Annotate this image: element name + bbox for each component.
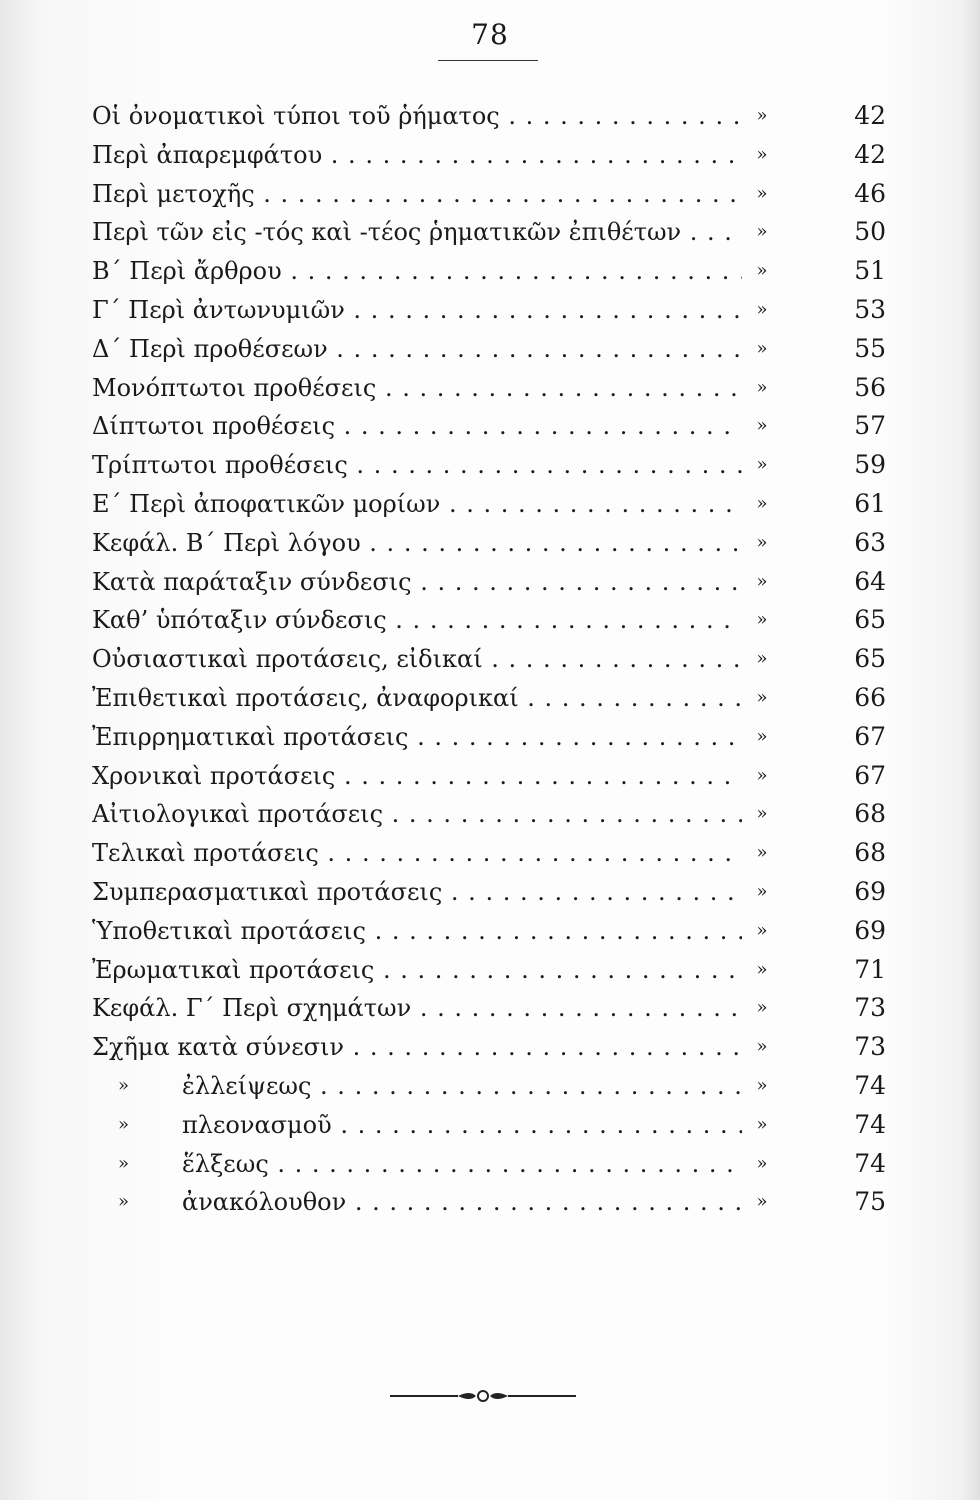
toc-entry (0, 1145, 980, 1184)
toc-entry (0, 1183, 980, 1222)
toc-entry-title: Περὶ μετοχῆς . . . (92, 175, 742, 214)
ditto-mark: » (756, 298, 768, 320)
toc-entry (0, 873, 980, 912)
ditto-prefix: » (118, 1074, 130, 1096)
toc-entry-title: Μονόπτωτοι προθέσεις . . . (92, 369, 742, 408)
ditto-mark: » (756, 454, 768, 476)
toc-entry-page: 68 (854, 838, 886, 868)
toc-entry-title: Δίπτωτοι προθέσεις . . . (92, 407, 742, 446)
toc-entry-page: 63 (854, 527, 886, 557)
toc-entry-title: ἕλξεως . . . (182, 1145, 742, 1184)
toc-entry-title: Β΄ Περὶ ἄρθρου . . . (92, 252, 742, 291)
toc-entry (0, 601, 980, 640)
toc-entry-title: Σχῆμα κατὰ σύνεσιν . . . (92, 1028, 742, 1067)
ditto-mark: » (756, 337, 768, 359)
toc-entry-page: 65 (854, 605, 886, 635)
toc-entry-page: 42 (854, 139, 886, 169)
toc-entry-title: Καθ’ ὑπόταξιν σύνδεσις . . . (92, 601, 742, 640)
toc-entry (0, 795, 980, 834)
toc-entry-page: 68 (854, 799, 886, 829)
toc-entry-page: 73 (854, 993, 886, 1023)
toc-entry-page: 69 (854, 915, 886, 945)
toc-entry-page: 65 (854, 644, 886, 674)
toc-entry-page: 53 (854, 294, 886, 324)
ditto-mark: » (756, 1152, 768, 1174)
toc-entry (0, 330, 980, 369)
ditto-mark: » (756, 1074, 768, 1096)
ditto-mark: » (756, 260, 768, 282)
end-ornament (388, 1386, 578, 1406)
toc-entry-title: Αἰτιολογικαὶ προτάσεις . . . (92, 795, 742, 834)
toc-entry-title: Χρονικαὶ προτάσεις . . . (92, 757, 742, 796)
toc-entry-title: Ἐρωματικαὶ προτάσεις . . . (92, 951, 742, 990)
ditto-mark: » (756, 725, 768, 747)
toc-entry-title: Δ΄ Περὶ προθέσεων . . . (92, 330, 742, 369)
toc-entry-page: 46 (854, 178, 886, 208)
toc-entry (0, 718, 980, 757)
toc-entry (0, 252, 980, 291)
ditto-mark: » (756, 648, 768, 670)
toc-entry-title: Κατὰ παράταξιν σύνδεσις . . . (92, 563, 742, 602)
toc-entry (0, 446, 980, 485)
toc-entry (0, 485, 980, 524)
toc-entry (0, 757, 980, 796)
ditto-prefix: » (118, 1152, 130, 1174)
toc-entry (0, 563, 980, 602)
toc-entry-title: Περὶ ἀπαρεμφάτου . . . (92, 136, 742, 175)
ditto-mark: » (756, 919, 768, 941)
toc-entry-page: 67 (854, 760, 886, 790)
page-number: 78 (471, 18, 509, 51)
toc-entry-title: Ἐπιρρηματικαὶ προτάσεις . . . (92, 718, 742, 757)
ditto-mark: » (756, 531, 768, 553)
toc-entry-title: Οὐσιαστικαὶ προτάσεις, εἰδικαί . . . (92, 640, 742, 679)
toc-entry-title: Τρίπτωτοι προθέσεις . . . (92, 446, 742, 485)
toc-entry-page: 73 (854, 1032, 886, 1062)
toc-entry-title: Κεφάλ. Β΄ Περὶ λόγου . . . (92, 524, 742, 563)
toc-entry-page: 74 (854, 1148, 886, 1178)
toc-entry (0, 524, 980, 563)
toc-entry (0, 213, 980, 252)
toc-entry (0, 679, 980, 718)
ditto-mark: » (756, 1191, 768, 1213)
toc-entry-title: Ε΄ Περὶ ἀποφατικῶν μορίων . . . (92, 485, 742, 524)
toc-entry (0, 951, 980, 990)
toc-entry-page: 69 (854, 876, 886, 906)
toc-entry-page: 50 (854, 217, 886, 247)
ditto-mark: » (756, 570, 768, 592)
toc-entry-title: πλεονασμοῦ . . . (182, 1106, 742, 1145)
ditto-mark: » (756, 1036, 768, 1058)
toc-entry-page: 57 (854, 411, 886, 441)
ditto-mark: » (756, 492, 768, 514)
toc-entry-page: 61 (854, 488, 886, 518)
ditto-prefix: » (118, 1113, 130, 1135)
ditto-mark: » (756, 764, 768, 786)
toc-entry (0, 989, 980, 1028)
toc-entry-title: Ὑποθετικαὶ προτάσεις . . . (92, 912, 742, 951)
toc-entry (0, 1028, 980, 1067)
toc-entry-page: 74 (854, 1070, 886, 1100)
ditto-mark: » (756, 958, 768, 980)
toc-entry-title: Γ΄ Περὶ ἀντωνυμιῶν . . . (92, 291, 742, 330)
toc-entry (0, 97, 980, 136)
toc-entry-page: 51 (854, 256, 886, 286)
toc-entry-page: 67 (854, 721, 886, 751)
toc-entry-page: 55 (854, 333, 886, 363)
page-number-rule (438, 60, 538, 61)
toc-entry-page: 42 (854, 101, 886, 130)
toc-entry-page: 75 (854, 1187, 886, 1217)
ditto-mark: » (756, 880, 768, 902)
toc-entry-page: 66 (854, 682, 886, 712)
toc-entry-title: Περὶ τῶν εἰς -τός καὶ -τέος ῥηματικῶν ἐπιθέτων . . . (92, 213, 742, 252)
ditto-mark: » (756, 997, 768, 1019)
toc-entry-page: 71 (854, 954, 886, 984)
toc-entry (0, 291, 980, 330)
ditto-mark: » (756, 609, 768, 631)
toc-entry (0, 136, 980, 175)
toc-entry-page: 64 (854, 566, 886, 596)
ditto-mark: » (756, 182, 768, 204)
ditto-mark: » (756, 803, 768, 825)
ditto-mark: » (756, 376, 768, 398)
ditto-mark: » (756, 221, 768, 243)
toc-entry (0, 175, 980, 214)
toc-entry (0, 1067, 980, 1106)
toc-entry-title: Κεφάλ. Γ΄ Περὶ σχημάτων . . . (92, 989, 742, 1028)
toc-entry (0, 1106, 980, 1145)
ditto-mark: » (756, 686, 768, 708)
toc-entry-page: 56 (854, 372, 886, 402)
toc-entry (0, 369, 980, 408)
ditto-mark: » (756, 143, 768, 165)
toc-entry-title: Συμπερασματικαὶ προτάσεις . . . (92, 873, 742, 912)
ditto-mark: » (756, 105, 768, 126)
toc-entry (0, 912, 980, 951)
toc-entry (0, 834, 980, 873)
toc-entry (0, 640, 980, 679)
toc-entry-page: 74 (854, 1109, 886, 1139)
toc-entry-title: Οἱ ὀνοματικοὶ τύποι τοῦ ῥήματος . . . (92, 97, 742, 136)
toc-entry-title: ἀνακόλουθον . . . (182, 1183, 742, 1222)
toc-entry-title: Ἐπιθετικαὶ προτάσεις, ἀναφορικαί . . . (92, 679, 742, 718)
toc-entry (0, 407, 980, 446)
ditto-mark: » (756, 842, 768, 864)
ditto-mark: » (756, 1113, 768, 1135)
table-of-contents (0, 97, 980, 1222)
toc-entry-page: 59 (854, 450, 886, 480)
toc-entry-title: Τελικαὶ προτάσεις . . . (92, 834, 742, 873)
ditto-prefix: » (118, 1191, 130, 1213)
toc-entry-title: ἐλλείψεως . . . (182, 1067, 742, 1106)
ditto-mark: » (756, 415, 768, 437)
